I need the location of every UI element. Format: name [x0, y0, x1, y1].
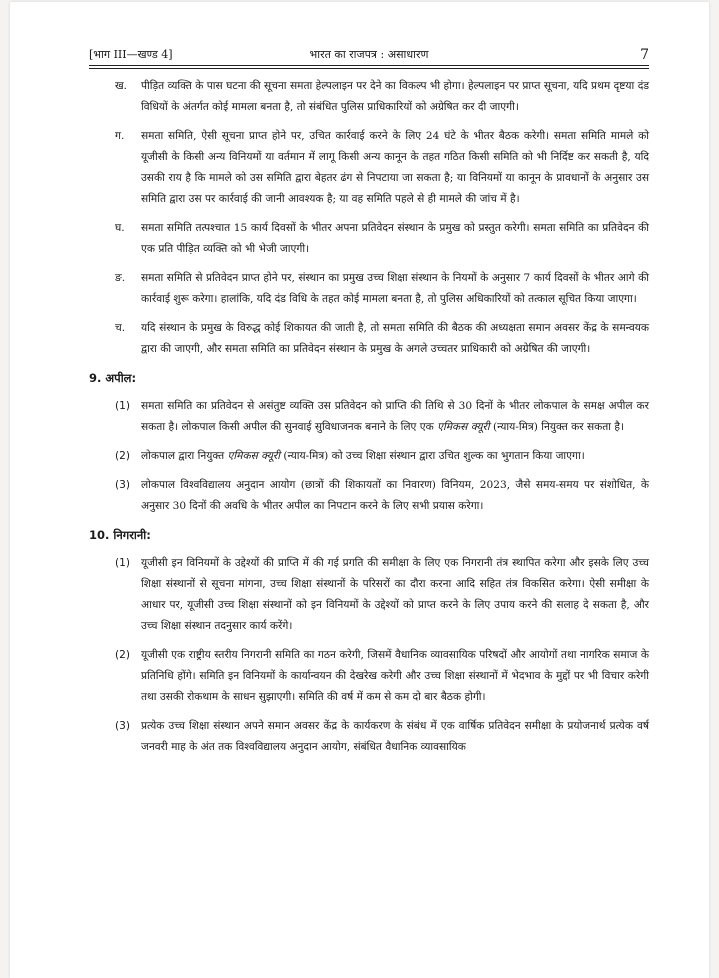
item-text-continued: (न्याय-मित्र) नियुक्त कर सकता है। [489, 421, 625, 433]
item-marker: (1) [115, 400, 131, 412]
clause-text: समता समिति से प्रतिवेदन प्राप्त होने पर, संस्थान का प्रमुख उच्च शिक्षा संस्थान के नियमों के अनुसार 7 कार्य दिवसों के भीतर आगे की कार्रवाई शुरू करेगा। हालांकि, यदि दंड विधि के तहत कोई मामला बनता है, तो पुलिस अधिकारियों को तत्काल सूचित किया जाएगा। [141, 272, 649, 305]
appeal-item-3 [115, 475, 649, 517]
clause-text: समता समिति, ऐसी सूचना प्राप्त होने पर, उचित कार्रवाई करने के लिए 24 घंटे के भीतर बैठक करेगी। समता समिति मामले को यूजीसी के किसी अन्य विनियमों या वर्तमान में लागू किसी अन्य कानून के तहत गठित किसी समिति को भी निर्दिष्ट कर सकती है, यदि उसकी राय है कि मामले को उस समिति द्वारा बेहतर ढंग से निपटाया जा सकता है; या विनियमों या कानून के प्रावधानों के अनुसार उस समिति द्वारा उस पर कार्रवाई की जानी आवश्यक है; या वह समिति पहले से ही मामले की जांच में है। [141, 130, 649, 205]
appeal-item-2 [115, 446, 649, 467]
clause-cha [115, 318, 649, 360]
header-part-section: [भाग III—खण्ड 4] [89, 48, 173, 61]
clause-gha [115, 218, 649, 260]
monitoring-item-3 [115, 716, 649, 758]
item-marker: (2) [115, 649, 131, 661]
item-marker: (3) [115, 479, 131, 491]
section-heading-appeal: 9. अपील: [89, 371, 137, 385]
clauses-section-8 [89, 76, 649, 360]
header-double-rule [89, 65, 649, 69]
item-marker: (3) [115, 720, 131, 732]
clause-text: पीड़ित व्यक्ति के पास घटना की सूचना समता हेल्पलाइन पर देने का विकल्प भी होगा। हेल्पलाइन पर प्राप्त सूचना, यदि प्रथम दृष्टया दंड विधियों के अंतर्गत कोई मामला बनता है, तो संबंधित पुलिस प्राधिकारियों को अग्रेषित कर दी जाएगी। [141, 80, 649, 113]
document-page [10, 2, 709, 978]
clause-marker: च. [115, 322, 126, 334]
item-text: यूजीसी एक राष्ट्रीय स्तरीय निगरानी समिति का गठन करेगी, जिसमें वैधानिक व्यावसायिक परिषदों और आयोगों तथा नागरिक समाज के प्रतिनिधि होंगे। समिति इन विनियमों के कार्यान्वयन की देखरेख करेगी और उच्च शिक्षा संस्थानों में भेदभाव के मुद्दों पर भी विचार करेगी तथा उसकी रोकथाम के साधन सुझाएगी। समिति की वर्ष में कम से कम दो बार बैठक होगी। [141, 649, 649, 703]
item-marker: (2) [115, 450, 131, 462]
item-marker: (1) [115, 557, 131, 569]
clause-marker: ग. [115, 130, 125, 142]
clause-marker: घ. [115, 222, 125, 234]
item-text: लोकपाल विश्वविद्यालय अनुदान आयोग (छात्रों की शिकायतों का निवारण) विनियम, 2023, जैसे समय-समय पर संशोधित, के अनुसार 30 दिनों की अवधि के भीतर अपील का निपटान करने के लिए सभी प्रयास करेगा। [141, 479, 649, 512]
monitoring-item-2 [115, 645, 649, 708]
header-gazette-title: भारत का राजपत्र : असाधारण [309, 48, 429, 61]
monitoring-items [89, 553, 649, 758]
item-text: प्रत्येक उच्च शिक्षा संस्थान अपने समान अवसर केंद्र के कार्यकरण के संबंध में एक वार्षिक प्रतिवेदन समीक्षा के प्रयोजनार्थ प्रत्येक वर्ष जनवरी माह के अंत तक विश्वविद्यालय अनुदान आयोग, संबंधित वैधानिक व्यावसायिक [141, 720, 649, 753]
section-heading-monitoring: 10. निगरानी: [89, 528, 151, 542]
monitoring-item-1 [115, 553, 649, 637]
item-text-continued: (न्याय-मित्र) को उच्च शिक्षा संस्थान द्वारा उचित शुल्क का भुगतान किया जाएगा। [280, 450, 585, 462]
item-text: लोकपाल द्वारा नियुक्त [141, 450, 228, 462]
page-header [89, 46, 649, 64]
item-italic-term: एमिकस क्यूरी [227, 450, 281, 462]
item-text: समता समिति का प्रतिवेदन से असंतुष्ट व्यक्ति उस प्रतिवेदन को प्राप्ति की तिथि से 30 दिनों के भीतर लोकपाल के समक्ष अपील कर सकता है। लोकपाल किसी अपील की सुनवाई सुविधाजनक बनाने के लिए एक [141, 400, 649, 433]
clause-marker: ख. [115, 80, 128, 92]
clause-marker: ङ. [115, 272, 126, 284]
appeal-items [89, 396, 649, 517]
clause-ga [115, 126, 649, 210]
page-number: 7 [640, 47, 649, 63]
item-italic-term: एमिकस क्यूरी [437, 421, 490, 433]
document-body [89, 76, 649, 766]
clause-nga [115, 268, 649, 310]
clause-kha [115, 76, 649, 118]
clause-text: समता समिति तत्पश्चात 15 कार्य दिवसों के भीतर अपना प्रतिवेदन संस्थान के प्रमुख को प्रस्तुत करेगी। समता समिति का प्रतिवेदन की एक प्रति पीड़ित व्यक्ति को भी भेजी जाएगी। [141, 222, 649, 255]
clause-text: यदि संस्थान के प्रमुख के विरुद्ध कोई शिकायत की जाती है, तो समता समिति की बैठक की अध्यक्षता समान अवसर केंद्र के समन्वयक द्वारा की जाएगी, और समता समिति का प्रतिवेदन संस्थान के प्रमुख के अगले उच्चतर प्राधिकारी को अग्रेषित की जाएगी। [141, 322, 649, 355]
appeal-item-1 [115, 396, 649, 438]
item-text: यूजीसी इन विनियमों के उद्देश्यों की प्राप्ति में की गई प्रगति की समीक्षा के लिए एक निगरानी तंत्र स्थापित करेगा और इसके लिए उच्च शिक्षा संस्थानों से सूचना मांगना, उच्च शिक्षा संस्थानों के परिसरों का दौरा करना आदि सहित तंत्र विकसित करेगा। ऐसी समीक्षा के आधार पर, यूजीसी उच्च शिक्षा संस्थानों को इन विनियमों के उद्देश्यों को प्राप्त करने के लिए उपाय करने की सलाह दे सकता है, और उच्च शिक्षा संस्थान तदनुसार कार्य करेंगे। [141, 557, 649, 632]
